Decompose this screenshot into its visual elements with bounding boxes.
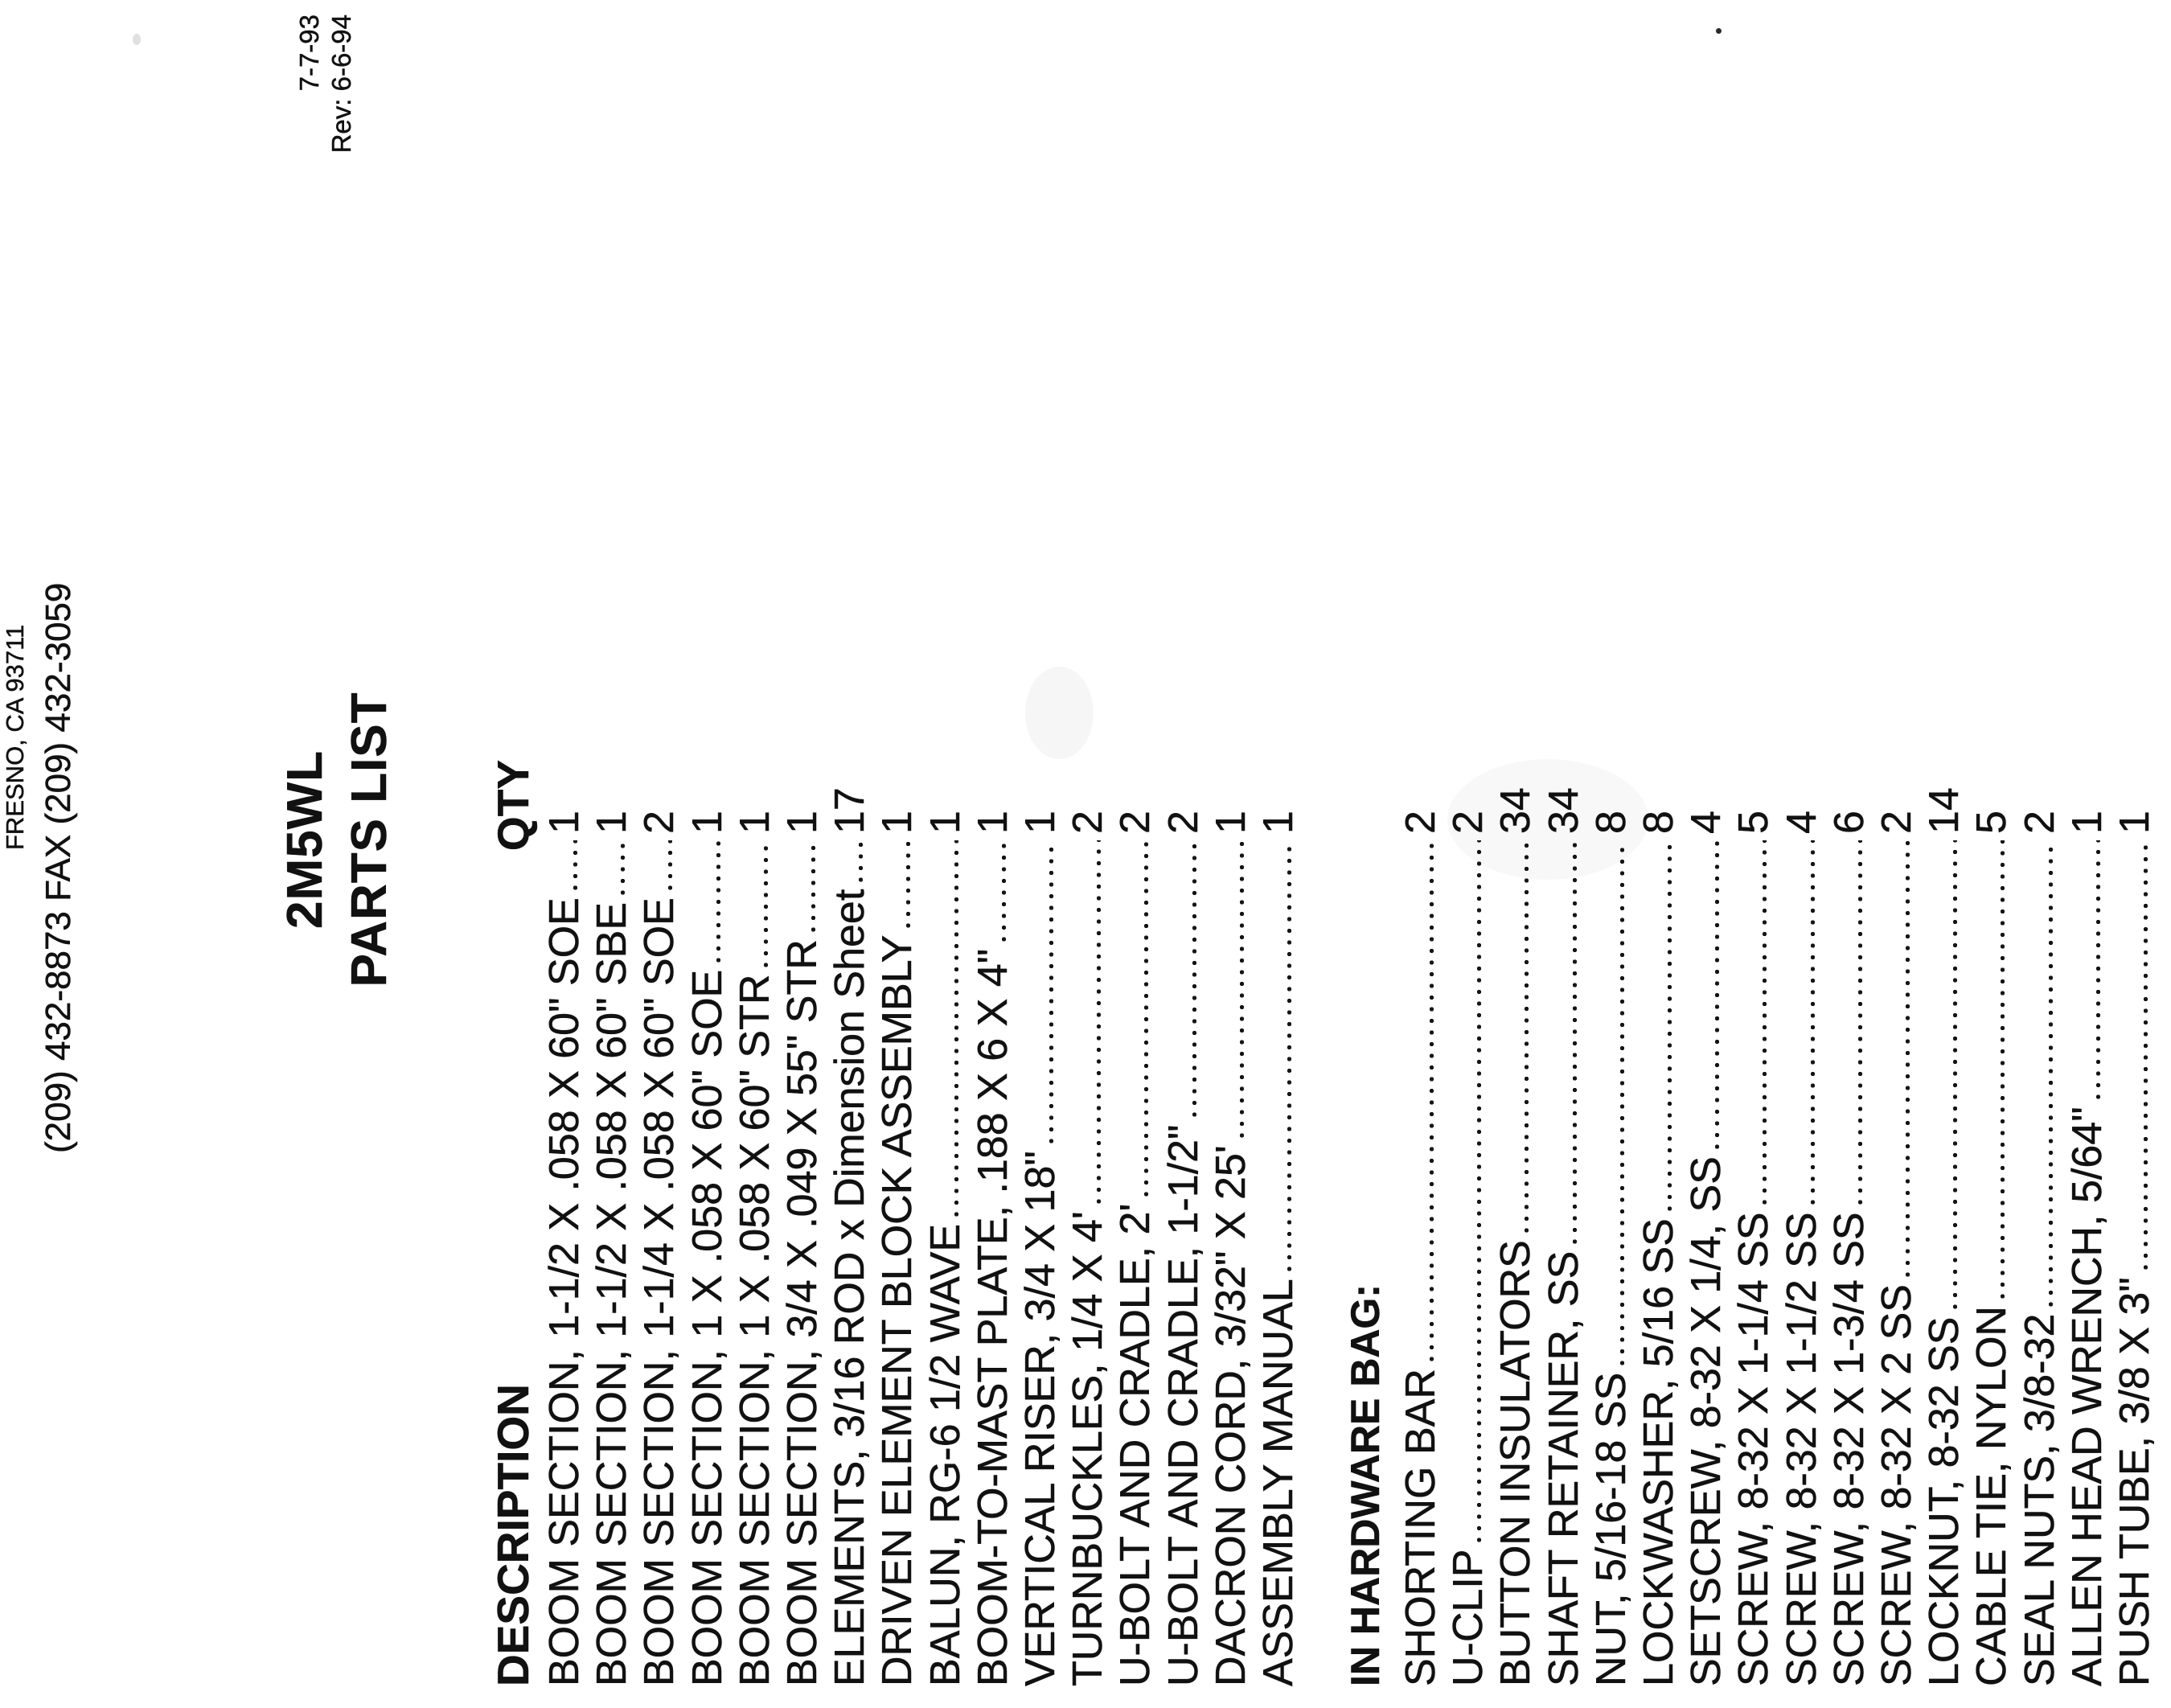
parts-row bbox=[1874, 760, 1920, 1686]
parts-row bbox=[1541, 760, 1587, 1686]
part-description: ASSEMBLY MANUAL bbox=[1255, 1279, 1302, 1686]
model-title: 2M5WL bbox=[277, 750, 333, 929]
part-description: LOCKNUT, 8-32 SS bbox=[1921, 1316, 1968, 1686]
parts-row bbox=[1636, 760, 1682, 1686]
dot-leader bbox=[620, 840, 626, 895]
part-qty: 1 bbox=[921, 811, 969, 834]
part-qty: 8 bbox=[1587, 811, 1635, 834]
part-qty: 34 bbox=[1492, 787, 1540, 834]
part-description: ELEMENTS, 3/16 ROD x Dimension Sheet bbox=[827, 889, 874, 1686]
dot-leader bbox=[716, 840, 721, 963]
part-qty: 4 bbox=[1778, 811, 1825, 834]
dot-leader bbox=[1524, 840, 1529, 1233]
part-qty: 1 bbox=[1017, 811, 1064, 834]
dot-leader bbox=[2048, 840, 2054, 1307]
dot-leader bbox=[1192, 840, 1197, 1117]
parts-row bbox=[2112, 760, 2158, 1686]
part-description: ALLEN HEAD WRENCH, 5/64" bbox=[2063, 1107, 2111, 1686]
parts-row bbox=[1018, 760, 1064, 1686]
parts-row bbox=[1922, 760, 1968, 1686]
dot-leader bbox=[1429, 840, 1434, 1361]
part-description: CABLE TIE, NYLON bbox=[1968, 1306, 2016, 1686]
dot-leader bbox=[1952, 840, 1958, 1310]
dot-leader bbox=[763, 840, 769, 967]
parts-row bbox=[780, 760, 826, 1686]
parts-row bbox=[1493, 760, 1539, 1686]
scan-smudge bbox=[1447, 759, 1648, 880]
part-description: DACRON CORD, 3/32" X 25' bbox=[1207, 1145, 1254, 1686]
parts-row bbox=[1256, 760, 1302, 1686]
part-qty: 2 bbox=[1873, 811, 1920, 834]
dot-leader bbox=[1239, 840, 1245, 1138]
dot-leader bbox=[667, 840, 673, 890]
dot-leader bbox=[811, 840, 816, 932]
part-qty: 1 bbox=[1255, 811, 1302, 834]
part-qty: 2 bbox=[1397, 811, 1444, 834]
part-qty: 2 bbox=[1159, 811, 1207, 834]
part-description: BALUN, RG-6 1/2 WAVE bbox=[921, 1223, 969, 1686]
parts-row bbox=[1827, 760, 1873, 1686]
part-qty: 1 bbox=[1207, 811, 1254, 834]
part-qty: 5 bbox=[1730, 811, 1778, 834]
table-header-row bbox=[489, 760, 538, 1686]
part-description: SCREW, 8-32 X 1-1/2 SS bbox=[1778, 1212, 1825, 1686]
parts-row bbox=[685, 760, 731, 1686]
part-qty: 8 bbox=[1635, 811, 1682, 834]
dot-leader bbox=[1096, 840, 1102, 1204]
dot-leader bbox=[954, 840, 959, 1217]
parts-row bbox=[589, 760, 635, 1686]
letterhead-city-line: FRESNO, CA 93711 bbox=[1, 624, 29, 850]
part-description: SHAFT RETAINER, SS bbox=[1540, 1250, 1587, 1686]
part-qty: 1 bbox=[969, 811, 1016, 834]
part-qty: 1 bbox=[779, 811, 826, 834]
title-block bbox=[273, 0, 402, 1694]
dot-leader bbox=[1001, 840, 1007, 942]
scan-speck bbox=[1716, 28, 1722, 34]
parts-row bbox=[2017, 760, 2063, 1686]
parts-row bbox=[1779, 760, 1825, 1686]
part-description: U-BOLT AND CRADLE, 1-1/2" bbox=[1159, 1124, 1207, 1686]
part-qty: 14 bbox=[1921, 787, 1968, 834]
part-qty: 4 bbox=[1683, 811, 1730, 834]
dot-leader bbox=[1857, 840, 1863, 1205]
part-qty: 1 bbox=[589, 811, 636, 834]
part-qty: 2 bbox=[2016, 811, 2063, 834]
dot-leader bbox=[1476, 840, 1482, 1542]
part-qty: 2 bbox=[1065, 811, 1112, 834]
part-description: PUSH TUBE, 3/8 X 3" bbox=[2111, 1277, 2158, 1686]
date-line: 7-7-93 bbox=[294, 14, 324, 92]
part-qty: 1 bbox=[731, 811, 778, 834]
part-description: BUTTON INSULATORS bbox=[1492, 1240, 1540, 1686]
parts-row bbox=[2065, 760, 2111, 1686]
part-description: DRIVEN ELEMENT BLOCK ASSEMBLY bbox=[874, 934, 921, 1686]
part-description: BOOM SECTION, 3/4 X .049 X 55" STR bbox=[779, 939, 826, 1686]
part-description: BOOM SECTION, 1-1/2 X .058 X 60" SBE bbox=[589, 901, 636, 1686]
page-title: PARTS LIST bbox=[342, 692, 397, 987]
parts-row bbox=[1969, 760, 2015, 1686]
parts-row bbox=[637, 760, 683, 1686]
part-description: U-BOLT AND CRADLE, 2' bbox=[1112, 1203, 1159, 1686]
dot-leader bbox=[573, 840, 578, 890]
part-qty: 1 bbox=[874, 811, 921, 834]
part-description: NUT, 5/16-18 SS bbox=[1587, 1372, 1635, 1686]
dot-leader bbox=[1287, 840, 1292, 1271]
part-description: SCREW, 8-32 X 1-3/4 SS bbox=[1825, 1212, 1873, 1686]
part-description: BOOM-TO-MAST PLATE, .188 X 6 X 4" bbox=[969, 948, 1016, 1686]
dot-leader bbox=[1714, 840, 1720, 1149]
parts-row bbox=[1161, 760, 1207, 1686]
part-qty: 1 bbox=[683, 811, 731, 834]
part-description: U-CLIP bbox=[1445, 1549, 1492, 1686]
parts-row bbox=[1398, 760, 1444, 1686]
description-column-header: DESCRIPTION bbox=[488, 1384, 538, 1686]
part-qty: 17 bbox=[827, 787, 874, 834]
part-qty: 1 bbox=[2063, 811, 2111, 834]
qty-column-header: QTY bbox=[488, 760, 538, 852]
dot-leader bbox=[1810, 840, 1816, 1205]
part-description: SHORTING BAR bbox=[1397, 1369, 1444, 1686]
part-qty: 1 bbox=[541, 811, 588, 834]
part-description: VERTICAL RISER, 3/4 X 18" bbox=[1017, 1151, 1064, 1686]
part-qty: 2 bbox=[636, 811, 683, 834]
part-description: SEAL NUTS, 3/8-32 bbox=[2016, 1313, 2063, 1686]
scan-smudge bbox=[1025, 667, 1094, 759]
part-qty: 2 bbox=[1112, 811, 1159, 834]
parts-row bbox=[1065, 760, 1111, 1686]
part-description: BOOM SECTION, 1 X .058 X 60" SOE bbox=[683, 969, 731, 1686]
parts-row bbox=[971, 760, 1016, 1686]
part-description: SCREW, 8-32 X 1-1/4 SS bbox=[1730, 1212, 1778, 1686]
dot-leader bbox=[2095, 840, 2101, 1099]
parts-row bbox=[733, 760, 778, 1686]
dot-leader bbox=[1572, 840, 1578, 1244]
parts-row bbox=[923, 760, 969, 1686]
dot-leader bbox=[858, 840, 864, 882]
part-description: SETSCREW, 8-32 X 1/4, SS bbox=[1683, 1156, 1730, 1686]
part-qty: 1 bbox=[2111, 811, 2158, 834]
parts-row bbox=[542, 760, 588, 1686]
part-description: LOCKWASHER, 5/16 SS bbox=[1635, 1218, 1682, 1686]
part-qty: 5 bbox=[1968, 811, 2016, 834]
part-description: BOOM SECTION, 1-1/2 X .058 X 60" SOE bbox=[541, 897, 588, 1686]
part-description: TURNBUCKLES, 1/4 X 4' bbox=[1065, 1211, 1112, 1686]
parts-row bbox=[1589, 760, 1635, 1686]
dot-leader bbox=[1762, 840, 1767, 1205]
part-qty: 2 bbox=[1445, 811, 1492, 834]
dot-leader bbox=[1667, 840, 1672, 1211]
dot-leader bbox=[1143, 840, 1149, 1197]
part-description: BOOM SECTION, 1 X .058 X 60" STR bbox=[731, 974, 778, 1686]
revision-line: Rev: 6-6-94 bbox=[326, 14, 356, 154]
dot-leader bbox=[905, 840, 911, 928]
part-description: SCREW, 8-32 X 2 SS bbox=[1873, 1284, 1920, 1686]
letterhead-phone-line: (209) 432-8873 FAX (209) 432-3059 bbox=[39, 582, 78, 1153]
parts-row bbox=[1684, 760, 1730, 1686]
parts-row bbox=[875, 760, 921, 1686]
part-description: BOOM SECTION, 1-1/4 X .058 X 60" SOE bbox=[636, 897, 683, 1686]
parts-row bbox=[1209, 760, 1254, 1686]
part-qty: 6 bbox=[1825, 811, 1873, 834]
scan-smudge bbox=[133, 34, 141, 45]
parts-row bbox=[827, 760, 873, 1686]
dot-leader bbox=[2143, 840, 2148, 1270]
dot-leader bbox=[1619, 840, 1625, 1365]
parts-row bbox=[1113, 760, 1159, 1686]
dot-leader bbox=[2000, 840, 2005, 1299]
dot-leader bbox=[1905, 840, 1910, 1277]
part-qty: 34 bbox=[1540, 787, 1587, 834]
hardware-bag-section-header: IN HARDWARE BAG: bbox=[1343, 1284, 1388, 1686]
parts-row bbox=[1446, 760, 1492, 1686]
dot-leader bbox=[1049, 840, 1054, 1143]
parts-row bbox=[1731, 760, 1777, 1686]
